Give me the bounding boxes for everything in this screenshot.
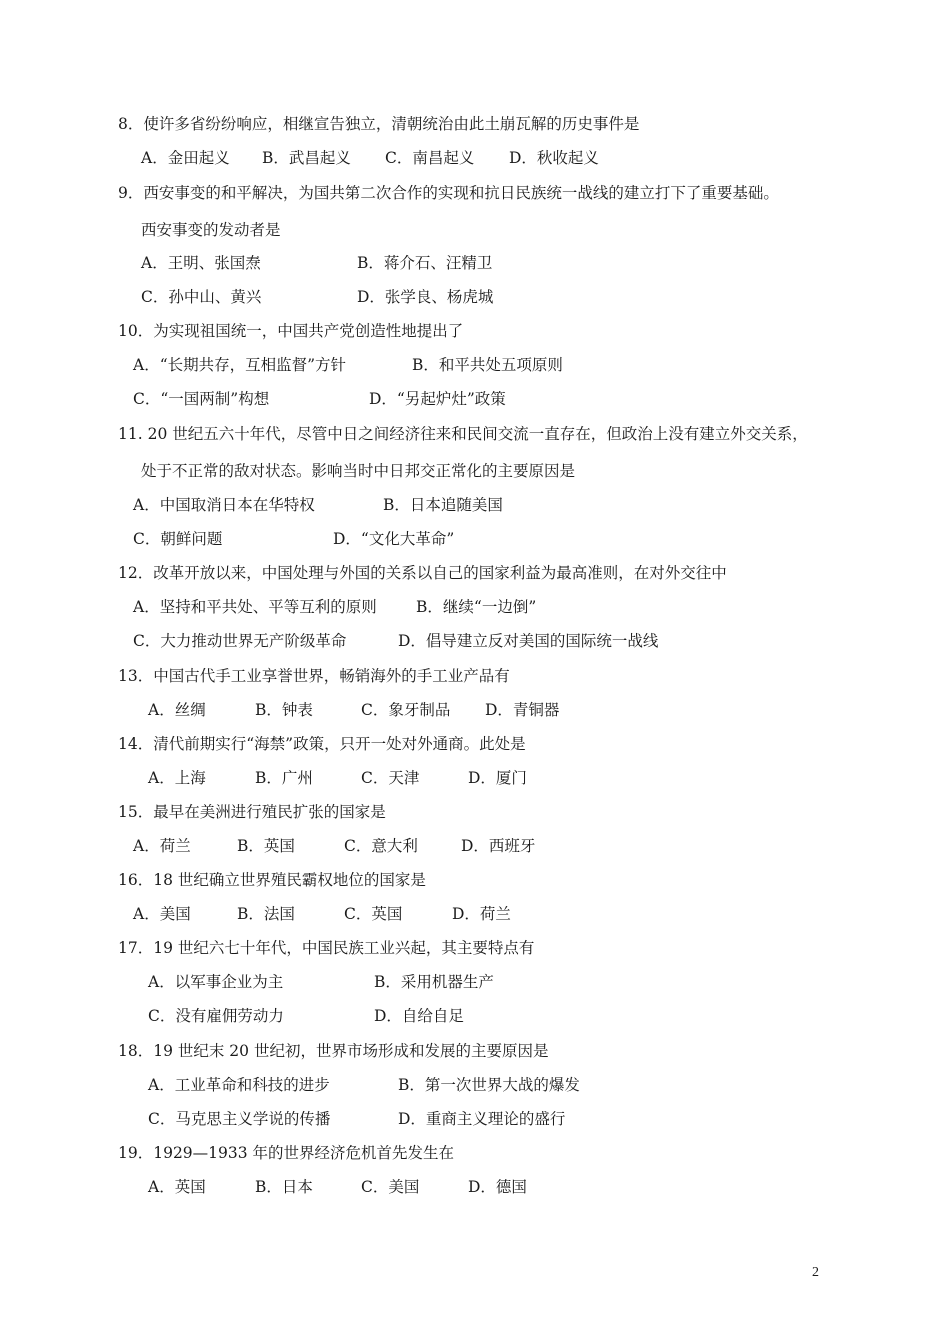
question-13-stem: 13．中国古代手工业享誉世界，畅销海外的手工业产品有 [118, 667, 510, 685]
page-number: 2 [812, 1265, 819, 1280]
question-15-stem: 15．最早在美洲进行殖民扩张的国家是 [118, 803, 386, 821]
question-12-option-c: C．大力推动世界无产阶级革命 [133, 632, 347, 650]
question-17-option-c: C．没有雇佣劳动力 [148, 1007, 284, 1025]
question-12-option-b: B．继续“一边倒” [416, 598, 537, 616]
question-18-option-b: B．第一次世界大战的爆发 [398, 1076, 580, 1094]
question-11-option-a: A．中国取消日本在华特权 [133, 496, 315, 514]
question-15-option-d: D．西班牙 [461, 837, 536, 855]
question-13-option-c: C．象牙制品 [361, 701, 451, 719]
question-19-option-d: D．德国 [468, 1178, 527, 1196]
question-10-option-c: C．“一国两制”构想 [133, 390, 270, 408]
question-9-option-a: A．王明、张国焘 [141, 254, 261, 272]
question-17-stem: 17．19 世纪六七十年代，中国民族工业兴起，其主要特点有 [118, 939, 535, 957]
question-11-stem: 11. 20 世纪五六十年代，尽管中日之间经济往来和民间交流一直存在，但政治上没有建立外交关系， [118, 425, 808, 443]
question-16-option-a: A．美国 [133, 905, 191, 923]
question-12-option-a: A．坚持和平共处、平等互利的原则 [133, 598, 377, 616]
question-10-option-a: A．“长期共存，互相监督”方针 [133, 356, 347, 374]
question-10-option-b: B．和平共处五项原则 [412, 356, 563, 374]
question-16-stem: 16．18 世纪确立世界殖民霸权地位的国家是 [118, 871, 426, 889]
question-18-option-a: A．工业革命和科技的进步 [148, 1076, 330, 1094]
question-11-option-b: B．日本追随美国 [383, 496, 503, 514]
question-10-stem: 10．为实现祖国统一，中国共产党创造性地提出了 [118, 322, 464, 340]
question-11-option-d: D．“文化大革命” [333, 530, 455, 548]
question-14-option-a: A．上海 [148, 769, 206, 787]
question-9-option-c: C．孙中山、黄兴 [141, 288, 262, 306]
question-13-option-d: D．青铜器 [485, 701, 560, 719]
question-12-stem: 12．改革开放以来，中国处理与外国的关系以自己的国家利益为最高准则，在对外交往中 [118, 564, 727, 582]
question-13-option-b: B．钟表 [255, 701, 313, 719]
question-8-option-c: C．南昌起义 [385, 149, 475, 167]
question-18-option-d: D．重商主义理论的盛行 [398, 1110, 566, 1128]
question-14-stem: 14．清代前期实行“海禁”政策，只开一处对外通商。此处是 [118, 735, 526, 753]
question-8-option-b: B．武昌起义 [262, 149, 351, 167]
question-16-option-b: B．法国 [237, 905, 295, 923]
question-19-option-c: C．美国 [361, 1178, 420, 1196]
question-14-option-b: B．广州 [255, 769, 313, 787]
question-17-option-a: A．以军事企业为主 [148, 973, 284, 991]
question-8-stem: 8．使许多省纷纷响应，相继宣告独立，清朝统治由此土崩瓦解的历史事件是 [118, 115, 640, 133]
question-18-option-c: C．马克思主义学说的传播 [148, 1110, 331, 1128]
question-8-option-a: A．金田起义 [141, 149, 230, 167]
question-15-option-b: B．英国 [237, 837, 295, 855]
question-17-option-d: D．自给自足 [374, 1007, 464, 1025]
question-9-stem-cont: 西安事变的发动者是 [141, 221, 281, 239]
question-16-option-c: C．英国 [344, 905, 403, 923]
question-19-option-a: A．英国 [148, 1178, 206, 1196]
question-14-option-d: D．厦门 [468, 769, 527, 787]
question-14-option-c: C．天津 [361, 769, 420, 787]
question-12-option-d: D．倡导建立反对美国的国际统一战线 [398, 632, 659, 650]
question-9-stem: 9．西安事变的和平解决，为国共第二次合作的实现和抗日民族统一战线的建立打下了重要基础。 [118, 184, 779, 202]
question-10-option-d: D．“另起炉灶”政策 [369, 390, 506, 408]
question-15-option-a: A．荷兰 [133, 837, 191, 855]
question-19-stem: 19．1929—1933 年的世界经济危机首先发生在 [118, 1144, 455, 1162]
question-11-option-c: C．朝鲜问题 [133, 530, 223, 548]
question-17-option-b: B．采用机器生产 [374, 973, 494, 991]
question-16-option-d: D．荷兰 [452, 905, 511, 923]
question-9-option-b: B．蒋介石、汪精卫 [357, 254, 493, 272]
question-19-option-b: B．日本 [255, 1178, 313, 1196]
question-15-option-c: C．意大利 [344, 837, 418, 855]
question-13-option-a: A．丝绸 [148, 701, 206, 719]
question-9-option-d: D．张学良、杨虎城 [357, 288, 494, 306]
question-8-option-d: D．秋收起义 [509, 149, 599, 167]
question-11-stem-cont: 处于不正常的敌对状态。影响当时中日邦交正常化的主要原因是 [141, 462, 576, 480]
question-18-stem: 18．19 世纪末 20 世纪初，世界市场形成和发展的主要原因是 [118, 1042, 549, 1060]
